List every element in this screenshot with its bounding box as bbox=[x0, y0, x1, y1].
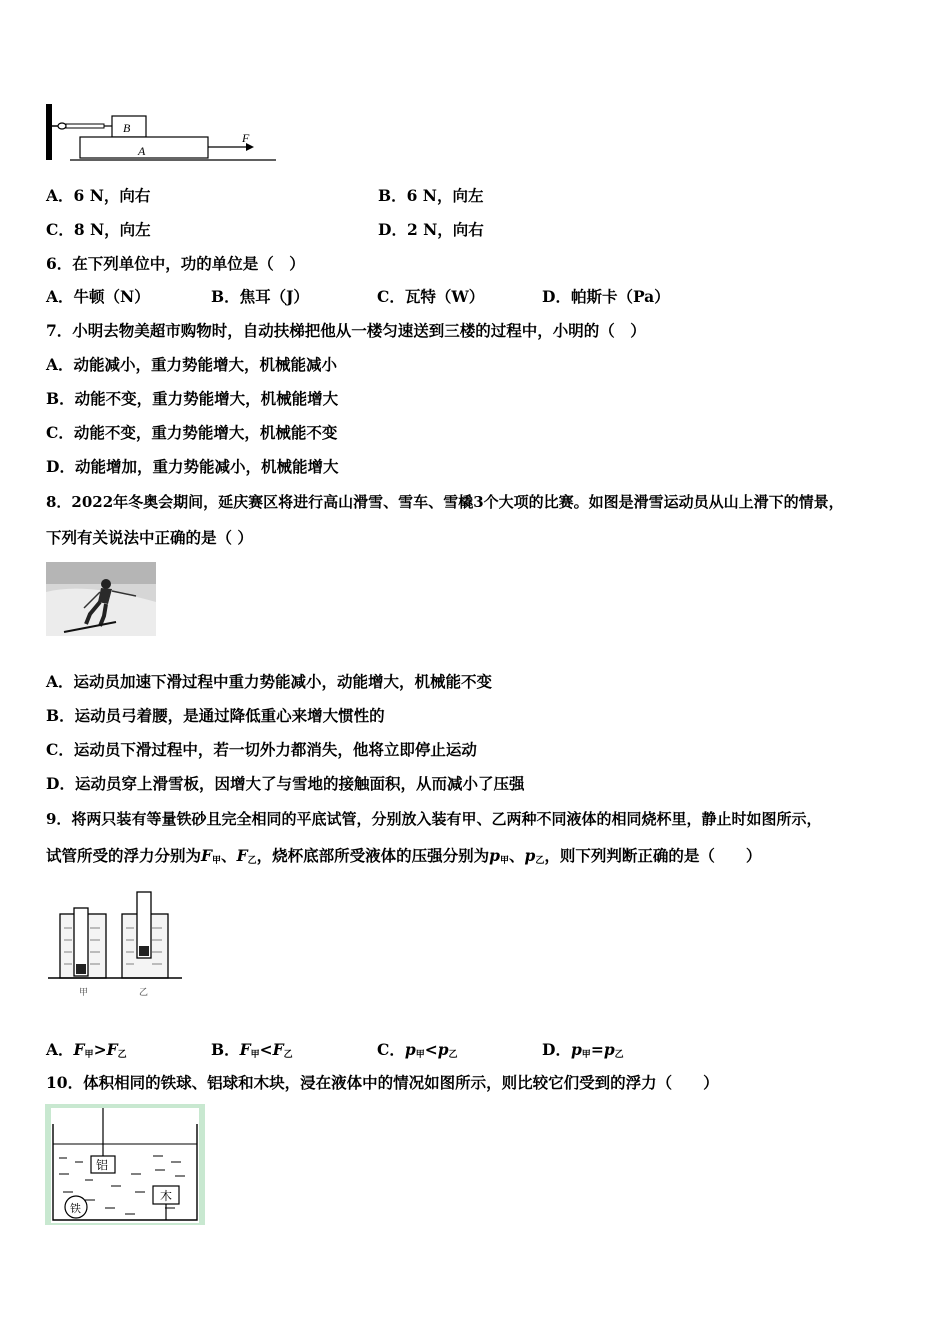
q6-option-b: B．焦耳（J） bbox=[211, 287, 309, 306]
label-b: B bbox=[123, 121, 131, 135]
label-aluminum: 铝 bbox=[96, 1158, 109, 1172]
q8-stem-line1: 8．2022年冬奥会期间，延庆赛区将进行高山滑雪、雪车、雪橇3个大项的比赛。如图是滑雪运动员从山上滑下的情景， bbox=[46, 493, 844, 511]
q7-option-a: A．动能减小，重力势能增大，机械能减小 bbox=[46, 355, 338, 374]
q5-option-c: C．8 N，向左 bbox=[46, 220, 151, 239]
q7-stem: 7．小明去物美超市购物时，自动扶梯把他从一楼匀速送到三楼的过程中，小明的（ ） bbox=[46, 321, 646, 340]
q9-beakers-figure bbox=[46, 888, 186, 1003]
q6-option-c: C．瓦特（W） bbox=[377, 287, 485, 306]
label-jia: 甲 bbox=[79, 988, 89, 998]
q8-option-a: A．运动员加速下滑过程中重力势能减小，动能增大，机械能不变 bbox=[46, 672, 493, 691]
q8-option-c: C．运动员下滑过程中，若一切外力都消失，他将立即停止运动 bbox=[46, 740, 477, 759]
q8-stem-line2: 下列有关说法中正确的是（ ） bbox=[46, 528, 253, 547]
q8-option-b: B．运动员弓着腰，是通过降低重心来增大惯性的 bbox=[46, 706, 385, 725]
q7-option-d: D．动能增加，重力势能减小，机械能增大 bbox=[46, 457, 339, 476]
label-f: F bbox=[242, 131, 250, 145]
q10-container-figure bbox=[45, 1104, 205, 1225]
label-wood: 木 bbox=[160, 1189, 173, 1203]
q5-option-d: D．2 N，向右 bbox=[378, 220, 484, 239]
q9-stem-line1: 9．将两只装有等量铁砂且完全相同的平底试管，分别放入装有甲、乙两种不同液体的相同烧杯里，静止时如图所示， bbox=[46, 810, 822, 828]
q6-option-d: D．帕斯卡（Pa） bbox=[542, 287, 670, 306]
q9-option-d: D．$p_甲=p_乙$ bbox=[542, 1040, 624, 1060]
q5-option-a: A．6 N，向右 bbox=[46, 186, 151, 205]
q9-option-a: A．$F_甲>F_乙$ bbox=[46, 1040, 127, 1060]
q5-option-b: B．6 N，向左 bbox=[378, 186, 484, 205]
q6-option-a: A．牛顿（N） bbox=[46, 287, 150, 306]
q7-option-c: C．动能不变，重力势能增大，机械能不变 bbox=[46, 423, 338, 442]
q8-option-d: D．运动员穿上滑雪板，因增大了与雪地的接触面积，从而减小了压强 bbox=[46, 774, 525, 793]
q9-option-c: C．$p_甲<p_乙$ bbox=[377, 1040, 458, 1060]
label-a: A bbox=[138, 144, 146, 158]
q10-stem: 10．体积相同的铁球、铝球和木块，浸在液体中的情况如图所示，则比较它们受到的浮力（ ） bbox=[46, 1073, 719, 1092]
q6-stem: 6．在下列单位中，功的单位是（ ） bbox=[46, 254, 305, 273]
skier-photo bbox=[46, 562, 156, 636]
q7-option-b: B．动能不变，重力势能增大，机械能增大 bbox=[46, 389, 339, 408]
q9-stem-line2: 试管所受的浮力分别为$F_甲$、$F_乙$，烧杯底部所受液体的压强分别为$p_甲$、$p_乙$，则下列判断正确的是（ ） bbox=[46, 846, 762, 866]
q5-force-figure bbox=[44, 100, 284, 165]
q9-option-b: B．$F_甲<F_乙$ bbox=[211, 1040, 293, 1060]
label-yi: 乙 bbox=[139, 988, 149, 998]
label-iron: 铁 bbox=[70, 1202, 81, 1215]
